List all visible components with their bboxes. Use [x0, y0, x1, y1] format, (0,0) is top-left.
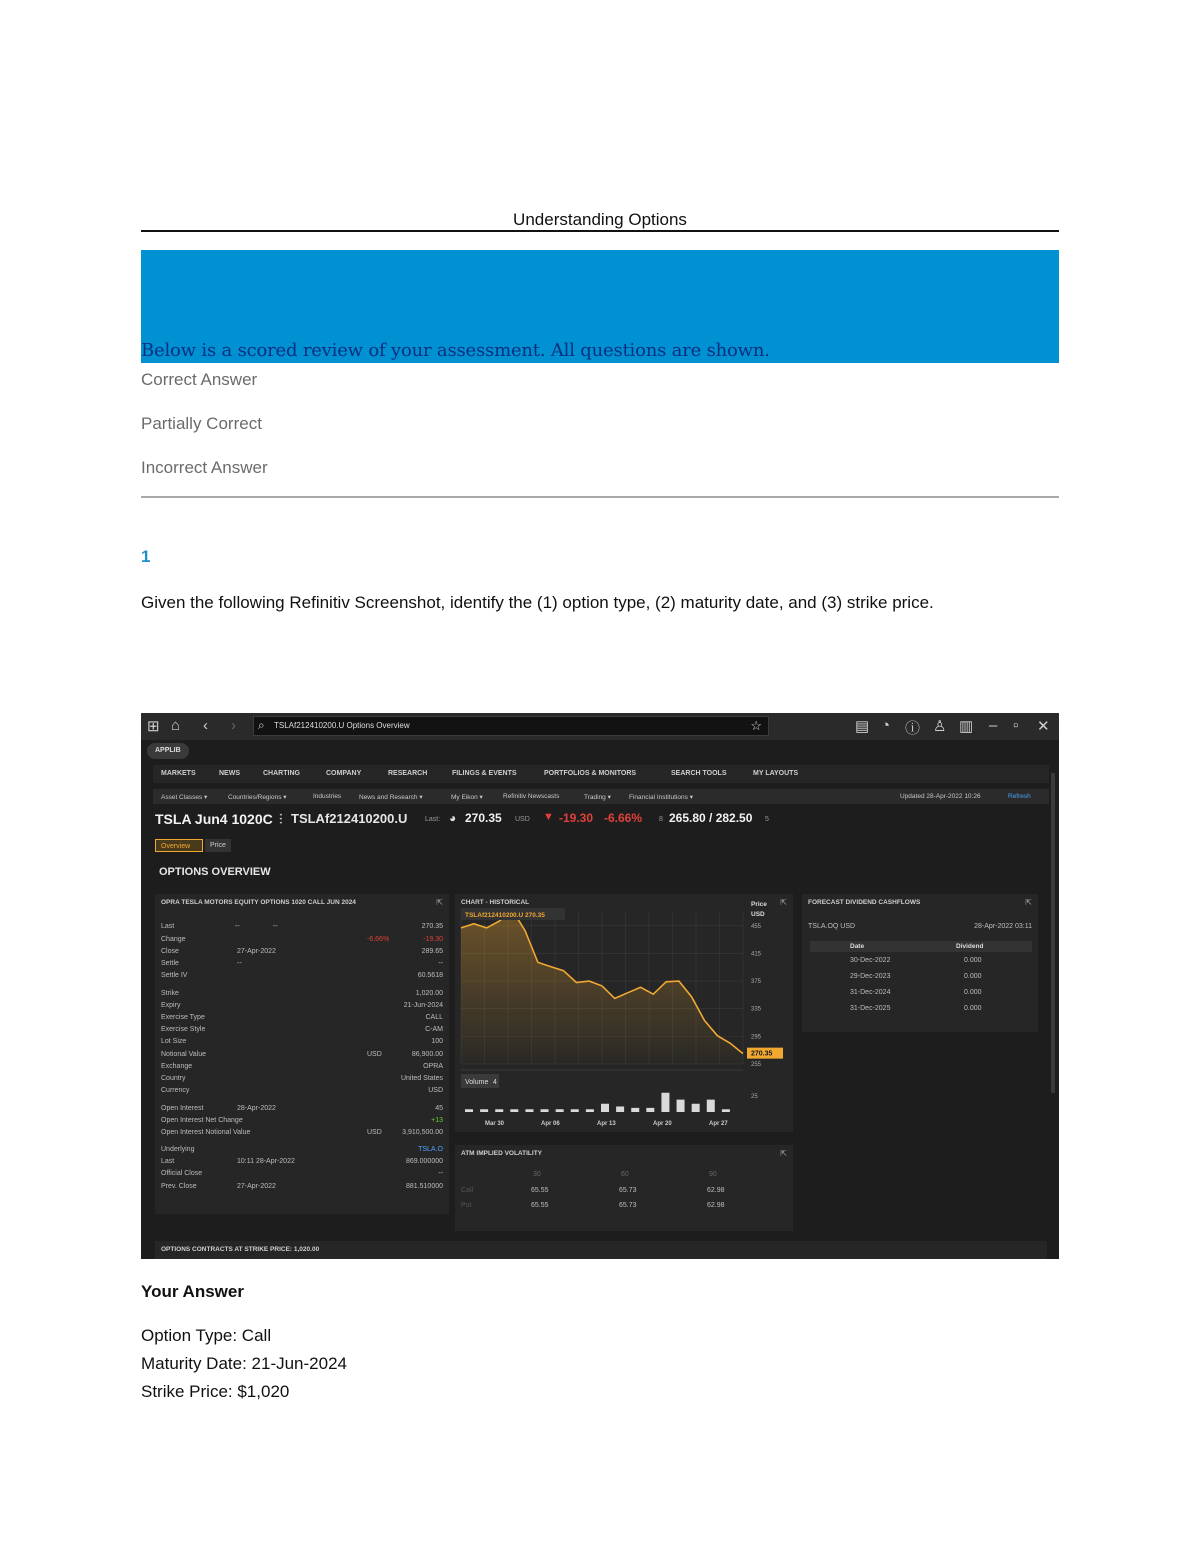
detail-value: -- — [438, 1170, 443, 1177]
detail-label: Change — [161, 936, 186, 943]
vol-popout-icon: ⇱ — [780, 1149, 787, 1158]
y-tick-label: 295 — [751, 1034, 762, 1041]
clock-icon: ◕ — [449, 811, 457, 825]
detail-label: Exercise Type — [161, 1014, 205, 1021]
menu-my-layouts: MY LAYOUTS — [753, 770, 799, 777]
menu-markets: MARKETS — [161, 770, 196, 777]
detail-value: OPRA — [423, 1063, 443, 1070]
chart-title: CHART - HISTORICAL — [461, 899, 530, 906]
updated-timestamp: Updated 28-Apr-2022 10:26 — [900, 793, 981, 800]
x-tick-label: Apr 20 — [653, 1121, 672, 1127]
volume-bar — [571, 1109, 579, 1112]
detail-value: USD — [428, 1087, 443, 1094]
dividend-popout-icon: ⇱ — [1025, 898, 1032, 907]
volume-bar — [661, 1093, 669, 1112]
vol-call-label: Call — [461, 1187, 474, 1194]
price-axis-label: Price — [751, 901, 767, 908]
dividend-value: 0.000 — [964, 989, 982, 996]
detail-date: -- — [235, 923, 240, 930]
price-axis-unit: USD — [751, 911, 765, 918]
price-chart — [455, 894, 793, 1132]
answer-strike-price: Strike Price: $1,020 — [141, 1382, 290, 1401]
x-tick-label: Apr 06 — [541, 1121, 560, 1127]
volume-bar — [677, 1100, 685, 1112]
detail-date: -- — [237, 960, 242, 967]
detail-aux: -- — [273, 923, 278, 930]
detail-value: United States — [400, 1075, 443, 1082]
sub-industries: Industries — [313, 793, 342, 800]
detail-value: 869.000000 — [406, 1158, 443, 1165]
menu-search-tools: SEARCH TOOLS — [671, 770, 727, 777]
x-tick-label: Mar 30 — [485, 1121, 505, 1127]
window-toolbar — [141, 713, 1059, 740]
sub-menu-bar — [153, 789, 1049, 804]
detail-value: -- — [438, 960, 443, 967]
detail-label: Underlying — [161, 1146, 195, 1153]
star-icon: ☆ — [750, 718, 762, 733]
vol-put-60: 65.73 — [619, 1202, 637, 1209]
layout-icon: ▤ — [855, 718, 870, 735]
detail-value: -19.30 — [423, 936, 443, 943]
sub-my-eikon: My Eikon ▾ — [451, 794, 483, 801]
x-tick-label: Apr 27 — [709, 1121, 728, 1127]
last-price: 270.35 — [465, 811, 502, 825]
detail-value: 881.510000 — [406, 1183, 443, 1190]
detail-value: C-AM — [425, 1026, 443, 1033]
historical-chart-panel — [455, 894, 793, 1132]
detail-value: 3,910,500.00 — [402, 1129, 443, 1136]
dividend-header-dividend: Dividend — [956, 943, 984, 950]
volume-bar — [692, 1104, 700, 1112]
menu-company: COMPANY — [326, 770, 362, 777]
detail-label: Exchange — [161, 1063, 193, 1070]
legend-correct: Correct Answer — [141, 370, 258, 389]
sub-asset-classes: Asset Classes ▾ — [161, 794, 208, 801]
volume-label: Volume — [465, 1079, 489, 1086]
volume-bar — [616, 1107, 624, 1113]
dividend-title: FORECAST DIVIDEND CASHFLOWS — [808, 899, 921, 906]
volume-bar — [525, 1109, 533, 1112]
volume-bar — [601, 1104, 609, 1112]
vol-call-90: 62.98 — [707, 1187, 725, 1194]
dividend-date: 29-Dec-2023 — [850, 973, 891, 980]
detail-label: Prev. Close — [161, 1183, 197, 1190]
maximize-icon: ▫ — [1013, 717, 1019, 734]
volume-bar — [631, 1108, 639, 1112]
volume-value: 4 — [493, 1079, 497, 1086]
scrollbar — [1051, 773, 1055, 1093]
detail-value: 60.5618 — [417, 972, 443, 979]
dividend-value: 0.000 — [964, 973, 982, 980]
answer-option-type: Option Type: Call — [141, 1326, 272, 1345]
vol-put-label: Put — [461, 1202, 472, 1209]
detail-value: TSLA.O — [418, 1146, 443, 1153]
detail-aux: USD — [367, 1051, 382, 1058]
menu-bar — [153, 765, 1049, 783]
menu-news: NEWS — [219, 770, 240, 777]
detail-date: 10:11 28-Apr-2022 — [237, 1158, 295, 1165]
sub-financial-institutions: Financial Institutions ▾ — [629, 794, 693, 801]
detail-label: Open Interest Notional Value — [161, 1129, 251, 1136]
sub-news-research: News and Research ▾ — [359, 794, 423, 801]
implied-vol-title: ATM IMPLIED VOLATILITY — [461, 1150, 543, 1157]
dividend-header-row — [810, 941, 1032, 952]
y-tick-label: 455 — [751, 923, 762, 930]
address-bar — [253, 716, 769, 736]
address-text: TSLAf212410200.U Options Overview — [274, 721, 410, 730]
volume-bar — [541, 1109, 549, 1112]
last-label: Last: — [425, 816, 441, 823]
sub-trading: Trading ▾ — [584, 794, 611, 801]
banner-text: Below is a scored review of your assessment. All questions are shown. — [141, 340, 770, 361]
refinitiv-screenshot — [141, 713, 1059, 1259]
dividend-panel — [802, 894, 1038, 1032]
detail-date: 27-Apr-2022 — [237, 948, 276, 955]
y-tick-label: 415 — [751, 951, 762, 958]
dividend-header-date: Date — [850, 943, 865, 950]
detail-value: +13 — [431, 1117, 443, 1124]
option-details-panel — [155, 894, 449, 1214]
bell-icon: ◔ — [881, 717, 891, 734]
dividend-value: 0.000 — [964, 957, 982, 964]
price-change: -19.30 — [559, 811, 594, 825]
question-number: 1 — [141, 547, 151, 566]
y-tick-label: 255 — [751, 1062, 762, 1068]
volume-bar — [465, 1109, 473, 1112]
strike-contracts-title: OPTIONS CONTRACTS AT STRIKE PRICE: 1,020.00 — [161, 1246, 320, 1253]
dividend-date: 30-Dec-2022 — [850, 957, 891, 964]
detail-date: 27-Apr-2022 — [237, 1183, 276, 1190]
detail-value: 289.65 — [421, 948, 443, 955]
user-icon: ♙ — [933, 718, 947, 735]
detail-label: Lot Size — [161, 1038, 187, 1045]
home-icon: ⌂ — [171, 717, 181, 734]
detail-label: Notional Value — [161, 1051, 207, 1058]
dividend-date: 31-Dec-2025 — [850, 1005, 891, 1012]
link-icon: ⫶ — [279, 811, 283, 827]
detail-label: Last — [161, 1158, 175, 1165]
refresh-link: Refresh — [1008, 793, 1031, 800]
tab-price: Price — [205, 839, 231, 852]
option-details-title: OPRA TESLA MOTORS EQUITY OPTIONS 1020 CALL JUN 2024 — [161, 899, 356, 906]
last-price-tag-text: 270.35 — [751, 1050, 773, 1058]
volume-tick: 25 — [751, 1094, 758, 1100]
volume-bar — [722, 1109, 730, 1112]
volume-bar — [480, 1109, 488, 1112]
answer-heading: Your Answer — [141, 1282, 244, 1301]
volume-bar — [510, 1109, 518, 1112]
detail-label: Country — [161, 1075, 186, 1082]
volume-bar — [707, 1100, 715, 1112]
volume-bar — [495, 1109, 503, 1112]
detail-label: Settle — [161, 960, 179, 967]
dividend-timestamp: 28-Apr-2022 03:11 — [974, 923, 1032, 930]
detail-aux: -6.66% — [367, 936, 390, 943]
option-symbol: TSLA Jun4 1020C — [155, 811, 273, 827]
forward-icon: › — [231, 717, 236, 734]
detail-label: Open Interest — [161, 1105, 204, 1112]
detail-aux: USD — [367, 1129, 382, 1136]
detail-label: Currency — [161, 1087, 190, 1094]
vol-put-30: 65.55 — [531, 1202, 549, 1209]
menu-filings-events: FILINGS & EVENTS — [452, 770, 517, 777]
sub-countries-regions: Countries/Regions ▾ — [228, 794, 287, 801]
volume-bar — [556, 1109, 564, 1112]
bid-ask: 265.80 / 282.50 — [669, 811, 753, 825]
detail-label: Strike — [161, 990, 179, 997]
vol-call-60: 65.73 — [619, 1187, 637, 1194]
sub-refinitiv-newscasts: Refinitiv Newscasts — [503, 793, 560, 800]
detail-value: CALL — [425, 1014, 443, 1021]
vol-header-30: 30 — [533, 1171, 541, 1178]
bid-marker-icon: 8 — [659, 816, 663, 823]
detail-value: 45 — [435, 1105, 443, 1112]
title-divider — [141, 230, 1059, 232]
detail-value: 270.35 — [421, 923, 443, 930]
menu-research: RESEARCH — [388, 770, 428, 777]
detail-value: 86,900.00 — [411, 1051, 443, 1058]
down-arrow-icon: ▼ — [543, 811, 554, 823]
popout-icon: ⇱ — [436, 898, 443, 907]
minimize-icon: – — [989, 717, 998, 734]
apps-grid-icon: ⊞ — [147, 718, 160, 735]
tab-overview: Overview — [155, 839, 203, 852]
detail-label: Expiry — [161, 1002, 181, 1009]
detail-label: Last — [161, 923, 175, 930]
detail-value: 21-Jun-2024 — [403, 1002, 443, 1009]
detail-value: 100 — [431, 1038, 443, 1045]
legend-partial: Partially Correct — [141, 414, 262, 433]
help-icon: ⓘ — [905, 720, 921, 737]
chart-popout-icon: ⇱ — [780, 898, 787, 907]
vol-header-60: 60 — [621, 1171, 629, 1178]
detail-value: 1,020.00 — [415, 990, 443, 997]
implied-vol-panel — [455, 1145, 793, 1231]
detail-label: Close — [161, 948, 179, 955]
chart-legend: TSLAf212410200.U 270.35 — [465, 912, 545, 919]
x-tick-label: Apr 13 — [597, 1121, 616, 1127]
answer-maturity-date: Maturity Date: 21-Jun-2024 — [141, 1354, 347, 1373]
detail-label: Open Interest Net Change — [161, 1117, 243, 1124]
question-text: Given the following Refinitiv Screenshot, identify the (1) option type, (2) maturity date, and (3) strike price. — [141, 593, 934, 612]
close-icon: ✕ — [1037, 718, 1050, 735]
dividend-ticker: TSLA.OQ USD — [808, 923, 856, 930]
y-tick-label: 335 — [751, 1006, 762, 1013]
legend-divider — [141, 496, 1059, 498]
applib-tab: APPLIB — [147, 743, 189, 759]
search-icon: ⌕ — [258, 718, 265, 732]
volume-bar — [586, 1109, 594, 1112]
volume-bar — [646, 1108, 654, 1112]
ric-code: TSLAf212410200.U — [291, 811, 408, 826]
vol-call-30: 65.55 — [531, 1187, 549, 1194]
detail-label: Exercise Style — [161, 1026, 206, 1033]
last-currency: USD — [515, 816, 530, 823]
vol-header-90: 90 — [709, 1171, 717, 1178]
menu-portfolios-monitors: PORTFOLIOS & MONITORS — [544, 770, 637, 777]
legend-incorrect: Incorrect Answer — [141, 458, 268, 477]
strike-contracts-panel — [155, 1241, 1047, 1259]
detail-label: Settle IV — [161, 972, 188, 979]
vol-put-90: 62.98 — [707, 1202, 725, 1209]
options-overview-title: OPTIONS OVERVIEW — [159, 866, 271, 878]
menu-charting: CHARTING — [263, 770, 300, 777]
bid-ask-size: 5 — [765, 816, 769, 823]
price-change-pct: -6.66% — [604, 811, 643, 825]
document-title: Understanding Options — [513, 210, 687, 229]
settings-icon: ▥ — [959, 718, 974, 735]
dividend-date: 31-Dec-2024 — [850, 989, 891, 996]
back-icon: ‹ — [203, 717, 208, 734]
detail-date: 28-Apr-2022 — [237, 1105, 276, 1112]
detail-label: Official Close — [161, 1170, 203, 1177]
dividend-value: 0.000 — [964, 1005, 982, 1012]
y-tick-label: 375 — [751, 979, 762, 986]
